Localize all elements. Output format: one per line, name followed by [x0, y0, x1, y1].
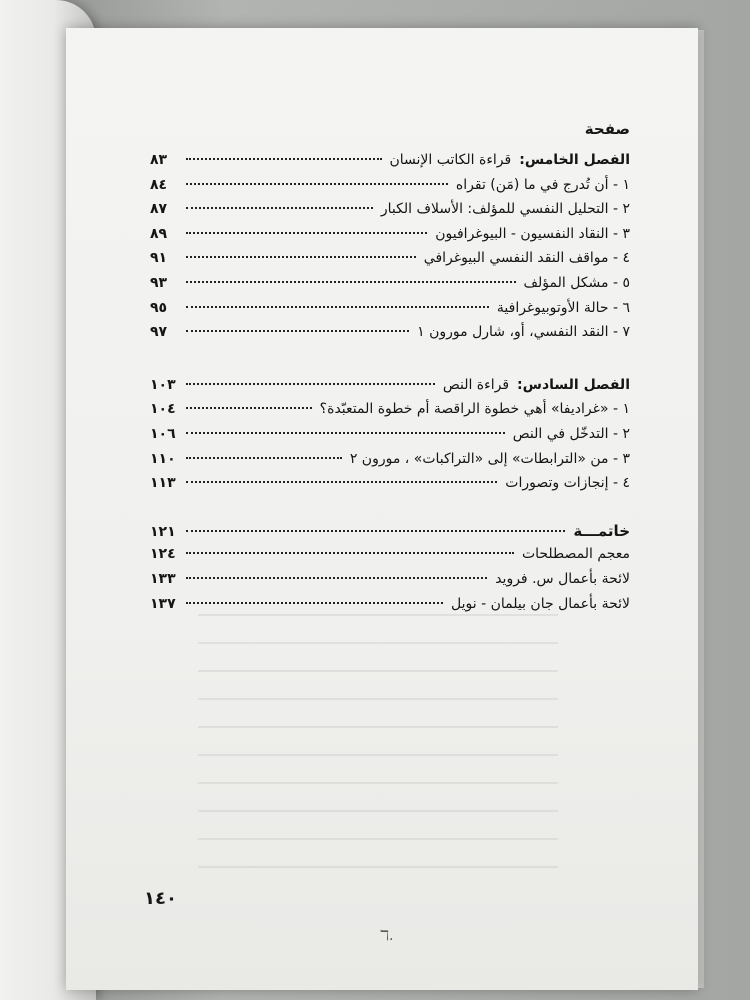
chapter-title: قراءة النص [442, 376, 510, 393]
chapter-heading [150, 377, 630, 402]
entry-title: لائحة بأعمال س. فرويد [495, 570, 630, 587]
page-number: ٩٧ [150, 324, 168, 341]
entry-title: ٣ - من «الترابطات» إلى «التراكبات» ، مورون ٢ [349, 450, 630, 467]
leader-dots [186, 457, 342, 459]
leader-dots [186, 207, 373, 209]
entry-title: ٦ - حالة الأوتوبيوغرافية [496, 299, 630, 316]
toc-entry [150, 475, 630, 500]
page-number: ٩٣ [150, 274, 168, 291]
leader-dots [186, 552, 514, 554]
page-number: ١٢٤ [150, 546, 176, 563]
toc-entry-glossary [150, 546, 630, 571]
bottom-mark: ℸ. [380, 928, 394, 944]
toc-entry [150, 226, 630, 251]
leader-dots [186, 256, 416, 258]
chapter-label: الفصل السادس: [517, 376, 630, 393]
leader-dots [186, 432, 505, 434]
chapter-title: قراءة الكاتب الإنسان [389, 152, 512, 168]
entry-title: ٢ - التدخّل في النص [512, 425, 630, 442]
page-number: ٨٤ [150, 176, 168, 193]
leader-dots [186, 158, 382, 160]
entry-title: لائحة بأعمال جان بيلمان - نويل [451, 595, 630, 612]
page-number: ١٠٦ [150, 425, 176, 442]
toc-entry [150, 426, 630, 451]
chapter-label: الفصل الخامس: [519, 152, 630, 168]
leader-dots [186, 232, 427, 234]
page-folio-number: ١٤٠ [144, 888, 177, 909]
entry-title: ٣ - النقاد النفسيون - البيوغرافيون [435, 225, 630, 242]
entry-title: ٤ - إنجازات وتصورات [505, 475, 630, 492]
page-number: ١٣٧ [150, 595, 176, 612]
page-number: ٨٩ [150, 225, 168, 242]
section-spacer [150, 349, 630, 377]
entry-title: ٤ - مواقف النقد النفسي البيوغرافي [423, 250, 630, 267]
page-number: ٩٥ [150, 299, 168, 316]
toc-entry-conclusion [150, 522, 630, 547]
entry-title: ٥ - مشكل المؤلف [523, 274, 630, 291]
page-number: ١٠٣ [150, 376, 176, 393]
toc-entry [150, 300, 630, 325]
toc-entry [150, 250, 630, 275]
page-number: ٨٣ [150, 152, 168, 168]
leader-dots [186, 530, 565, 532]
show-through-text [198, 588, 558, 888]
leader-dots [186, 183, 448, 185]
leader-dots [186, 407, 312, 409]
leader-dots [186, 281, 516, 283]
leader-dots [186, 577, 487, 579]
leader-dots [186, 306, 489, 308]
entry-title: خاتمـــة [573, 521, 630, 540]
entry-title: ٢ - التحليل النفسي للمؤلف: الأسلاف الكبار [380, 201, 630, 218]
toc-entry [150, 324, 630, 349]
entry-title: معجم المصطلحات [521, 546, 630, 563]
leader-dots [186, 602, 443, 604]
toc-entry [150, 401, 630, 426]
toc-entry [150, 177, 630, 202]
toc-entry [150, 201, 630, 226]
page-number: ١١٣ [150, 475, 176, 492]
entry-title: ٧ - النقد النفسي، أو، شارل مورون ١ [417, 324, 630, 341]
leader-dots [186, 330, 409, 332]
toc-entry [150, 451, 630, 476]
leader-dots [186, 383, 435, 385]
page-number: ١١٠ [150, 450, 176, 467]
toc-entry [150, 275, 630, 300]
entry-title: ١ - «غراديفا» أهي خطوة الراقصة أم خطوة المتعبّدة؟ [319, 401, 630, 418]
page-number: ١٠٤ [150, 401, 176, 418]
page-number: ١٢١ [150, 523, 176, 540]
page-number: ٨٧ [150, 201, 168, 218]
section-spacer [150, 500, 630, 522]
leader-dots [186, 481, 497, 483]
page-number: ١٣٣ [150, 570, 176, 587]
toc-entry-freud-works [150, 571, 630, 596]
table-of-contents [150, 120, 630, 620]
toc-entry-bellemin-works [150, 596, 630, 621]
page-number: ٩١ [150, 250, 168, 267]
entry-title: ١ - أن تُدرج في ما (مَن) تقراه [455, 176, 630, 193]
chapter-heading [150, 152, 630, 177]
page-column-header: صفحة [584, 120, 630, 138]
